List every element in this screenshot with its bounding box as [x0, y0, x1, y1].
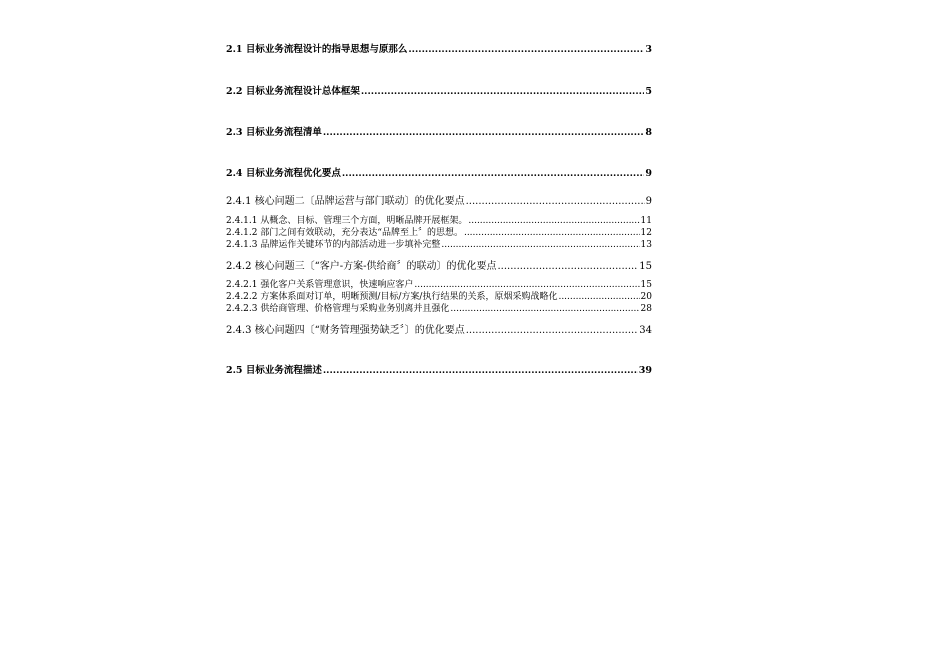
toc-page-number: 39: [638, 365, 652, 376]
toc-entry-title: 2.1 目标业务流程设计的指导思想与原那么: [226, 44, 408, 55]
toc-page-number: 15: [640, 280, 652, 290]
dot-leader: [323, 127, 645, 138]
toc-entry-2-5[interactable]: [226, 362, 652, 376]
toc-entry-2-2[interactable]: [226, 83, 652, 97]
dot-leader: [361, 86, 645, 97]
dot-leader: [466, 325, 639, 336]
toc-page-number: 13: [640, 240, 652, 250]
toc-entry-2-3[interactable]: [226, 124, 652, 138]
toc-page-number: 9: [645, 168, 652, 179]
toc-entry-title: 2.4.2.2 方案体系面对订单，明晰预测/目标/方案/执行结果的关系，原烟采购战略化: [226, 292, 558, 302]
toc-entry-2-1[interactable]: [226, 41, 652, 55]
toc-page-number: 8: [645, 127, 652, 138]
toc-entry-title: 2.4.2.3 供给商管理、价格管理与采购业务别离并且强化: [226, 304, 450, 314]
toc-entry-title: 2.4.1.1 从概念、目标、管理三个方面，明晰品牌开展框架。: [226, 216, 468, 226]
toc-entry-title: 2.4.1.3 品牌运作关键环节的内部活动进一步填补完整: [226, 240, 441, 250]
dot-leader: [498, 261, 639, 272]
toc-entry-title: 2.4.2 核心问题三〔“客户-方案-供给商〞的联动〕的优化要点: [226, 261, 497, 272]
toc-page-number: 5: [645, 86, 652, 97]
toc-entry-2-4-1[interactable]: [226, 192, 652, 207]
toc-entry-2-4-2-3[interactable]: [226, 301, 652, 314]
toc-page-number: 3: [645, 44, 652, 55]
toc-entry-2-4[interactable]: [226, 165, 652, 179]
toc-entry-title: 2.4.2.1 强化客户关系管理意识，快速响应客户: [226, 280, 414, 290]
toc-page-number: 9: [645, 196, 652, 207]
toc-entry-title: 2.2 目标业务流程设计总体框架: [226, 86, 360, 97]
dot-leader: [323, 365, 638, 376]
toc-entry-2-4-1-3[interactable]: [226, 237, 652, 250]
toc-entry-title: 2.4.1 核心问题二〔品牌运营与部门联动〕的优化要点: [226, 196, 465, 207]
toc-page-number: 12: [640, 228, 652, 238]
dot-leader: [441, 240, 639, 250]
toc-page-number: 20: [640, 292, 652, 302]
dot-leader: [466, 196, 645, 207]
toc-page-number: 15: [639, 261, 652, 272]
dot-leader: [450, 304, 639, 314]
toc-entry-2-4-3[interactable]: [226, 321, 652, 336]
toc-entry-title: 2.4 目标业务流程优化要点: [226, 168, 341, 179]
dot-leader: [408, 44, 644, 55]
toc-entry-2-4-2[interactable]: [226, 257, 652, 272]
toc-page-number: 11: [640, 216, 652, 226]
toc-entry-title: 2.5 目标业务流程描述: [226, 365, 322, 376]
toc-entry-title: 2.4.1.2 部门之间有效联动，充分表达“品牌至上〞的思想。: [226, 228, 463, 238]
toc-page-number: 28: [640, 304, 652, 314]
toc-entry-title: 2.4.3 核心问题四〔“财务管理强势缺乏〞〕的优化要点: [226, 325, 465, 336]
toc-page-number: 34: [639, 325, 652, 336]
dot-leader: [342, 168, 645, 179]
toc-entry-title: 2.3 目标业务流程清单: [226, 127, 322, 138]
